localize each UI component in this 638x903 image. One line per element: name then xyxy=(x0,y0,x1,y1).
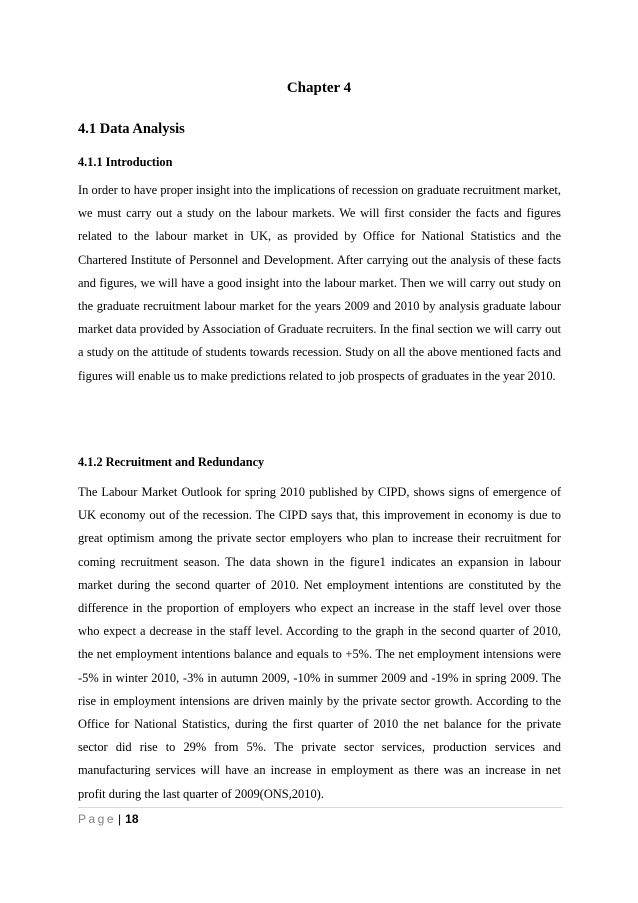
footer-separator: | xyxy=(118,812,122,826)
page-footer xyxy=(78,812,139,826)
subsection-heading-introduction: 4.1.1 Introduction xyxy=(78,155,173,169)
chapter-title: Chapter 4 xyxy=(286,80,352,96)
footer-divider xyxy=(78,807,563,808)
page-label: Page xyxy=(78,812,117,826)
recruitment-paragraph: The Labour Market Outlook for spring 2010 published by CIPD, shows signs of emergence of UK economy out of the recession. The CIPD says that, this improvement in economy is due to great optimism among the private sector employers who plan to increase their recruitment for coming recruitment season. The data shown in the figure1 indicates an expansion in labour market during the second quarter of 2010. Net employment intentions are constituted by the difference in the proportion of employers who expect an increase in the staff level over those who expect a decrease in the staff level. According to the graph in the second quarter of 2010, the net employment intentions balance and equals to +5%. The net employment intensions were -5% in winter 2010, -3% in autumn 2009, -10% in summer 2009 and -19% in spring 2009. The rise in employment intensions are driven mainly by the private sector growth. According to the Office for National Statistics, during the first quarter of 2010 the net balance for the private sector did rise to 29% from 5%. The private sector services, production services and manufacturing services will have an increase in employment as there was an increase in net profit during the last quarter of 2009(ONS,2010). xyxy=(78,485,561,801)
introduction-paragraph: In order to have proper insight into the implications of recession on graduate recruitment market, we must carry out a study on the labour markets. We will first consider the facts and figures related to the labour market in UK, as provided by Office for National Statistics and the Chartered Institute of Personnel and Development. After carrying out the analysis of these facts and figures, we will have a good insight into the labour market. Then we will carry out study on the graduate recruitment labour market for the years 2009 and 2010 by analysis graduate labour market data provided by Association of Graduate recruiters. In the final section we will carry out a study on the attitude of students towards recession. Study on all the above mentioned facts and figures will enable us to make predictions related to job prospects of graduates in the year 2010. xyxy=(78,183,561,383)
page-number: 18 xyxy=(125,812,139,826)
section-heading: 4.1 Data Analysis xyxy=(78,121,185,137)
subsection-heading-recruitment: 4.1.2 Recruitment and Redundancy xyxy=(78,455,265,469)
